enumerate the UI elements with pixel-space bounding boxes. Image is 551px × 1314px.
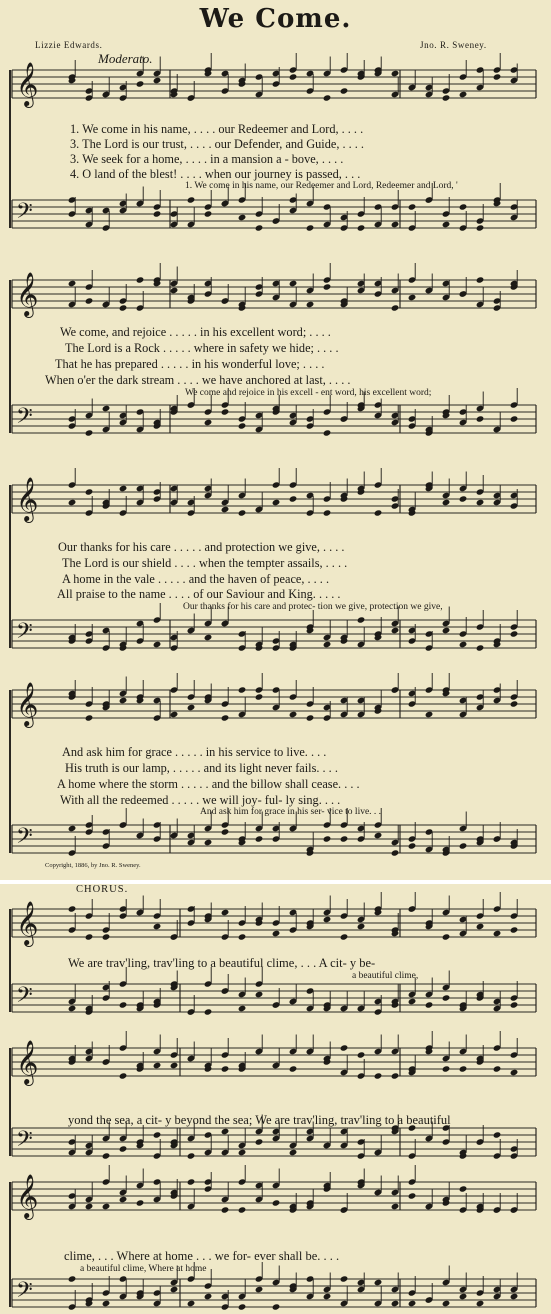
bass-staff-4-note: [459, 842, 468, 849]
treble-staff-2-note: [136, 276, 145, 283]
chorus-treble-staff-3-note: [102, 1203, 111, 1210]
chorus-bass-staff-3-note: [408, 1300, 417, 1307]
system-3-verse-3: A home in the vale . . . . . and the haven of peace, . . . .: [62, 572, 330, 586]
chorus-treble-staff-2-note: [493, 1065, 502, 1072]
chorus-treble-staff-1-note: [357, 923, 366, 930]
chorus-sheet: [0, 884, 551, 1314]
chorus-treble-staff-1-note: [221, 909, 230, 916]
bass-staff-2-note: [510, 415, 519, 422]
treble-staff-2-note: [306, 301, 315, 308]
treble-staff-2-note: [170, 287, 179, 294]
treble-staff-4-note: [238, 686, 247, 693]
chorus-bass-staff-1-note: [442, 994, 451, 1001]
bass-clef-icon: 𝄢: [16, 983, 33, 1013]
treble-staff-4-note: [85, 714, 94, 721]
chorus-bass-staff-3-note: [102, 1300, 111, 1307]
treble-staff-3-note: [374, 509, 383, 516]
treble-staff-2-note: [119, 304, 128, 311]
chorus-treble-staff-2-note: [289, 1065, 298, 1072]
chorus-bass-staff-2-note: [102, 1152, 111, 1159]
chorus-bass-staff-2-note: [153, 1131, 162, 1138]
bass-staff-3-note: [510, 630, 519, 637]
treble-staff-4-note: [187, 704, 196, 711]
chorus-line-3-lyric: clime, . . . Where at home . . . we for- ever shall be. . . .: [64, 1249, 340, 1263]
system-4-verse-3: A home where the storm . . . . . and the billow shall cease. . . .: [57, 777, 360, 791]
chorus-line-1-sub: a beautiful clime,: [352, 971, 419, 981]
bass-staff-2-note: [204, 419, 213, 426]
bass-staff-1-note: [391, 221, 400, 228]
chorus-treble-staff-3-note: [85, 1203, 94, 1210]
treble-staff-3-note: [442, 499, 451, 506]
bass-clef-icon: 𝄢: [16, 1278, 33, 1308]
chorus-treble-staff-1-note: [68, 905, 77, 912]
system-1-verse-2: 3. The Lord is our trust, . . . . our Defender, and Guide, . . . .: [70, 137, 365, 151]
chorus-treble-staff-1-note: [493, 930, 502, 937]
chorus-bass-staff-3-note: [68, 1275, 77, 1282]
chorus-bass-staff-1-note: [408, 998, 417, 1005]
chorus-bass-staff-1-note: [510, 1001, 519, 1008]
chorus-treble-staff-1-note: [442, 933, 451, 940]
chorus-treble-staff-1-note: [510, 926, 519, 933]
treble-staff-4-note: [221, 714, 230, 721]
chorus-treble-staff-1-note: [153, 923, 162, 930]
bass-staff-1-note: [408, 203, 417, 210]
system-4-verse-2: His truth is our lamp, . . . . . and its light never fails. . . .: [65, 761, 338, 775]
chorus-treble-staff-2-note: [340, 1044, 349, 1051]
chorus-bass-staff-3-note: [323, 1293, 332, 1300]
chorus-bass-staff-1-note: [255, 991, 264, 998]
copyright-notice: Copyright, 1886, by Jno. R. Sweney.: [45, 862, 141, 869]
bass-staff-3-note: [442, 627, 451, 634]
bass-staff-4-note: [68, 825, 77, 832]
chorus-treble-staff-3-note: [391, 1203, 400, 1210]
system-3-bass-text: Our thanks for his care and protec- tion we give, protection we give,: [183, 602, 443, 612]
bass-staff-4-note: [323, 835, 332, 842]
treble-staff-4-note: [306, 714, 315, 721]
treble-clef-icon: 𝄞: [16, 62, 39, 106]
chorus-treble-staff-1-note: [323, 916, 332, 923]
treble-staff-1-note: [289, 73, 298, 80]
chorus-treble-staff-3-note: [119, 1196, 128, 1203]
treble-staff-2-note: [391, 304, 400, 311]
bass-staff-3-note: [391, 627, 400, 634]
chorus-bass-staff-3-note: [476, 1300, 485, 1307]
bass-staff-3-note: [204, 634, 213, 641]
treble-staff-4-note: [255, 693, 264, 700]
chorus-treble-staff-2-note: [391, 1072, 400, 1079]
chorus-treble-staff-1-note: [272, 930, 281, 937]
chorus-line-3-sub: a beautiful clime, Where at home: [80, 1264, 207, 1274]
treble-staff-3-note: [459, 495, 468, 502]
chorus-bass-staff-2-note: [255, 1138, 264, 1145]
bass-staff-2-note: [102, 405, 111, 412]
system-1-verse-3: 3. We seek for a home, . . . . in a mansion a - bove, . . . .: [70, 152, 344, 166]
treble-staff-2-note: [408, 294, 417, 301]
treble-staff-1-note: [391, 70, 400, 77]
bass-clef-icon: 𝄢: [16, 619, 33, 649]
chorus-treble-staff-2-note: [459, 1065, 468, 1072]
chorus-bass-staff-3-note: [340, 1275, 349, 1282]
chorus-bass-staff-1-note: [238, 1005, 247, 1012]
bass-staff-4-note: [255, 835, 264, 842]
chorus-treble-staff-1-note: [85, 933, 94, 940]
chorus-bass-staff-1-note: [425, 1001, 434, 1008]
treble-staff-1-note: [323, 94, 332, 101]
treble-clef-icon: 𝄞: [16, 272, 39, 316]
chorus-bass-staff-1-note: [119, 1001, 128, 1008]
system-4-bass-text: And ask him for grace in his ser- vice to live. . .: [200, 807, 382, 817]
treble-staff-2-note: [323, 283, 332, 290]
bass-staff-1-note: [238, 214, 247, 221]
bass-staff-1-note: [204, 210, 213, 217]
bass-staff-3-note: [153, 641, 162, 648]
chorus-treble-staff-3-note: [272, 1199, 281, 1206]
composer-credit: Jno. R. Sweney.: [420, 40, 487, 50]
treble-staff-3-note: [289, 495, 298, 502]
system-2-verse-2: The Lord is a Rock . . . . . where in safety we hide; . . . .: [65, 341, 339, 355]
treble-staff-2-note: [476, 276, 485, 283]
system-2-bass-text: We come and rejoice in his excell - ent word, his excellent word;: [185, 388, 432, 398]
chorus-bass-staff-3-note: [442, 1300, 451, 1307]
chorus-treble-staff-3-note: [238, 1206, 247, 1213]
system-2-verse-3: That he has prepared . . . . . in his wonderful love; . . . .: [55, 357, 325, 371]
bass-staff-1-note: [476, 224, 485, 231]
bass-staff-1-note: [255, 224, 264, 231]
system-2-verse-1: We come, and rejoice . . . . . in his excellent word; . . . .: [60, 325, 331, 339]
chorus-treble-staff-1-note: [476, 923, 485, 930]
bass-staff-1-note: [357, 224, 366, 231]
treble-staff-4-note: [119, 697, 128, 704]
bass-staff-3-note: [357, 616, 366, 623]
bass-clef-icon: 𝄢: [16, 1127, 33, 1157]
chorus-treble-staff-3-note: [221, 1206, 230, 1213]
chorus-bass-staff-3-note: [374, 1279, 383, 1286]
chorus-bass-staff-3-note: [510, 1293, 519, 1300]
bass-staff-4-note: [374, 832, 383, 839]
bass-staff-4-note: [391, 849, 400, 856]
bass-staff-2-note: [85, 429, 94, 436]
bass-staff-3-note: [459, 641, 468, 648]
chorus-treble-staff-2-note: [442, 1065, 451, 1072]
chorus-bass-staff-3-note: [255, 1286, 264, 1293]
bass-staff-2-note: [238, 422, 247, 429]
treble-staff-1-note: [442, 94, 451, 101]
chorus-bass-staff-3-note: [204, 1293, 213, 1300]
treble-staff-4-note: [425, 711, 434, 718]
treble-clef-icon: 𝄞: [16, 901, 39, 945]
treble-staff-3-note: [323, 509, 332, 516]
chorus-treble-staff-3-note: [408, 1192, 417, 1199]
bass-staff-4-note: [221, 828, 230, 835]
chorus-bass-staff-3-note: [391, 1300, 400, 1307]
chorus-treble-staff-1-note: [238, 933, 247, 940]
chorus-treble-staff-2-note: [170, 1062, 179, 1069]
treble-staff-2-note: [289, 280, 298, 287]
chorus-bass-staff-3-note: [238, 1303, 247, 1310]
chorus-bass-staff-3-note: [272, 1303, 281, 1310]
system-1-verse-1: 1. We come in his name, . . . . our Redeemer and Lord, . . . .: [70, 122, 364, 136]
chorus-line-1-lyric: We are trav'ling, trav'ling to a beautiful clime, . . . A cit- y be-: [68, 956, 376, 970]
chorus-bass-staff-2-note: [289, 1149, 298, 1156]
treble-staff-3-note: [68, 499, 77, 506]
treble-staff-3-note: [238, 509, 247, 516]
system-4-verse-1: And ask him for grace . . . . . in his service to live. . . .: [62, 745, 327, 759]
treble-staff-3-note: [476, 499, 485, 506]
chorus-bass-staff-3-note: [459, 1293, 468, 1300]
chorus-bass-staff-2-note: [493, 1131, 502, 1138]
chorus-bass-staff-2-note: [238, 1149, 247, 1156]
treble-staff-1-note: [340, 87, 349, 94]
treble-clef-icon: 𝄞: [16, 682, 39, 726]
chorus-bass-staff-3-note: [170, 1286, 179, 1293]
bass-staff-4-note: [408, 842, 417, 849]
bass-staff-2-note: [221, 408, 230, 415]
hymn-title: We Come.: [199, 4, 352, 34]
chorus-bass-staff-2-note: [221, 1128, 230, 1135]
chorus-bass-staff-3-note: [187, 1300, 196, 1307]
chorus-heading: CHORUS.: [76, 884, 129, 895]
system-3-verse-4: All praise to the name . . . . of our Saviour and King. . . . .: [57, 587, 341, 601]
chorus-treble-staff-3-note: [459, 1185, 468, 1192]
chorus-bass-staff-2-note: [187, 1152, 196, 1159]
treble-staff-1-note: [153, 77, 162, 84]
treble-staff-1-note: [136, 80, 145, 87]
bass-staff-1-note: [153, 210, 162, 217]
system-3-verse-2: The Lord is our shield . . . . when the tempter assails, . . . .: [62, 556, 348, 570]
treble-staff-4-note: [170, 711, 179, 718]
treble-staff-1-note: [493, 73, 502, 80]
chorus-bass-staff-1-note: [68, 1005, 77, 1012]
treble-staff-4-note: [510, 700, 519, 707]
chorus-treble-staff-2-note: [153, 1062, 162, 1069]
bass-clef-icon: 𝄢: [16, 824, 33, 854]
system-2-verse-4: When o'er the dark stream . . . . we have anchored at last, . . . .: [45, 373, 351, 387]
bass-clef-icon: 𝄢: [16, 404, 33, 434]
treble-staff-4-note: [289, 711, 298, 718]
chorus-treble-staff-2-note: [221, 1065, 230, 1072]
treble-clef-icon: 𝄞: [16, 1174, 39, 1218]
chorus-treble-staff-2-note: [374, 1072, 383, 1079]
chorus-treble-staff-1-note: [340, 933, 349, 940]
treble-clef-icon: 𝄞: [16, 477, 39, 521]
bass-staff-2-note: [476, 415, 485, 422]
bass-staff-4-note: [340, 835, 349, 842]
treble-staff-3-note: [119, 485, 128, 492]
treble-staff-2-note: [68, 280, 77, 287]
bass-staff-1-note: [187, 196, 196, 203]
chorus-treble-staff-3-note: [136, 1199, 145, 1206]
bass-staff-3-note: [323, 641, 332, 648]
chorus-treble-staff-1-note: [102, 933, 111, 940]
treble-clef-icon: 𝄞: [16, 1040, 39, 1084]
treble-staff-3-note: [272, 499, 281, 506]
chorus-treble-staff-2-note: [119, 1072, 128, 1079]
chorus-bass-staff-1-note: [204, 1008, 213, 1015]
chorus-line-2-lyric: yond the sea, a cit- y beyond the sea; We are trav'ling, trav'ling to a beautiful: [68, 1113, 451, 1127]
treble-staff-1-note: [459, 91, 468, 98]
treble-staff-2-note: [85, 297, 94, 304]
bass-staff-1-note: [459, 203, 468, 210]
system-3-verse-1: Our thanks for his care . . . . . and protection we give, . . . .: [58, 540, 345, 554]
bass-staff-2-note: [323, 429, 332, 436]
system-1-verse-4: 4. O land of the blest! . . . . when our journey is passed, . . .: [70, 167, 361, 181]
chorus-bass-staff-2-note: [119, 1145, 128, 1152]
bass-clef-icon: 𝄢: [16, 199, 33, 229]
treble-staff-3-note: [85, 488, 94, 495]
treble-staff-3-note: [221, 506, 230, 513]
system-4-verse-4: With all the redeemed . . . . . we will joy- ful- ly sing. . . .: [60, 793, 341, 807]
bass-staff-4-note: [204, 839, 213, 846]
lyricist-credit: Lizzie Edwards.: [35, 40, 103, 50]
bass-staff-1-note: [306, 224, 315, 231]
system-1-bass-text: 1. We come in his name, our Redeemer and Lord, Redeemer and Lord, ': [185, 181, 458, 191]
bass-staff-1-note: [442, 221, 451, 228]
chorus-treble-staff-3-note: [187, 1178, 196, 1185]
bass-staff-3-note: [476, 644, 485, 651]
tempo-marking: Moderato.: [98, 51, 153, 66]
chorus-treble-staff-2-note: [510, 1069, 519, 1076]
chorus-treble-staff-2-note: [357, 1051, 366, 1058]
